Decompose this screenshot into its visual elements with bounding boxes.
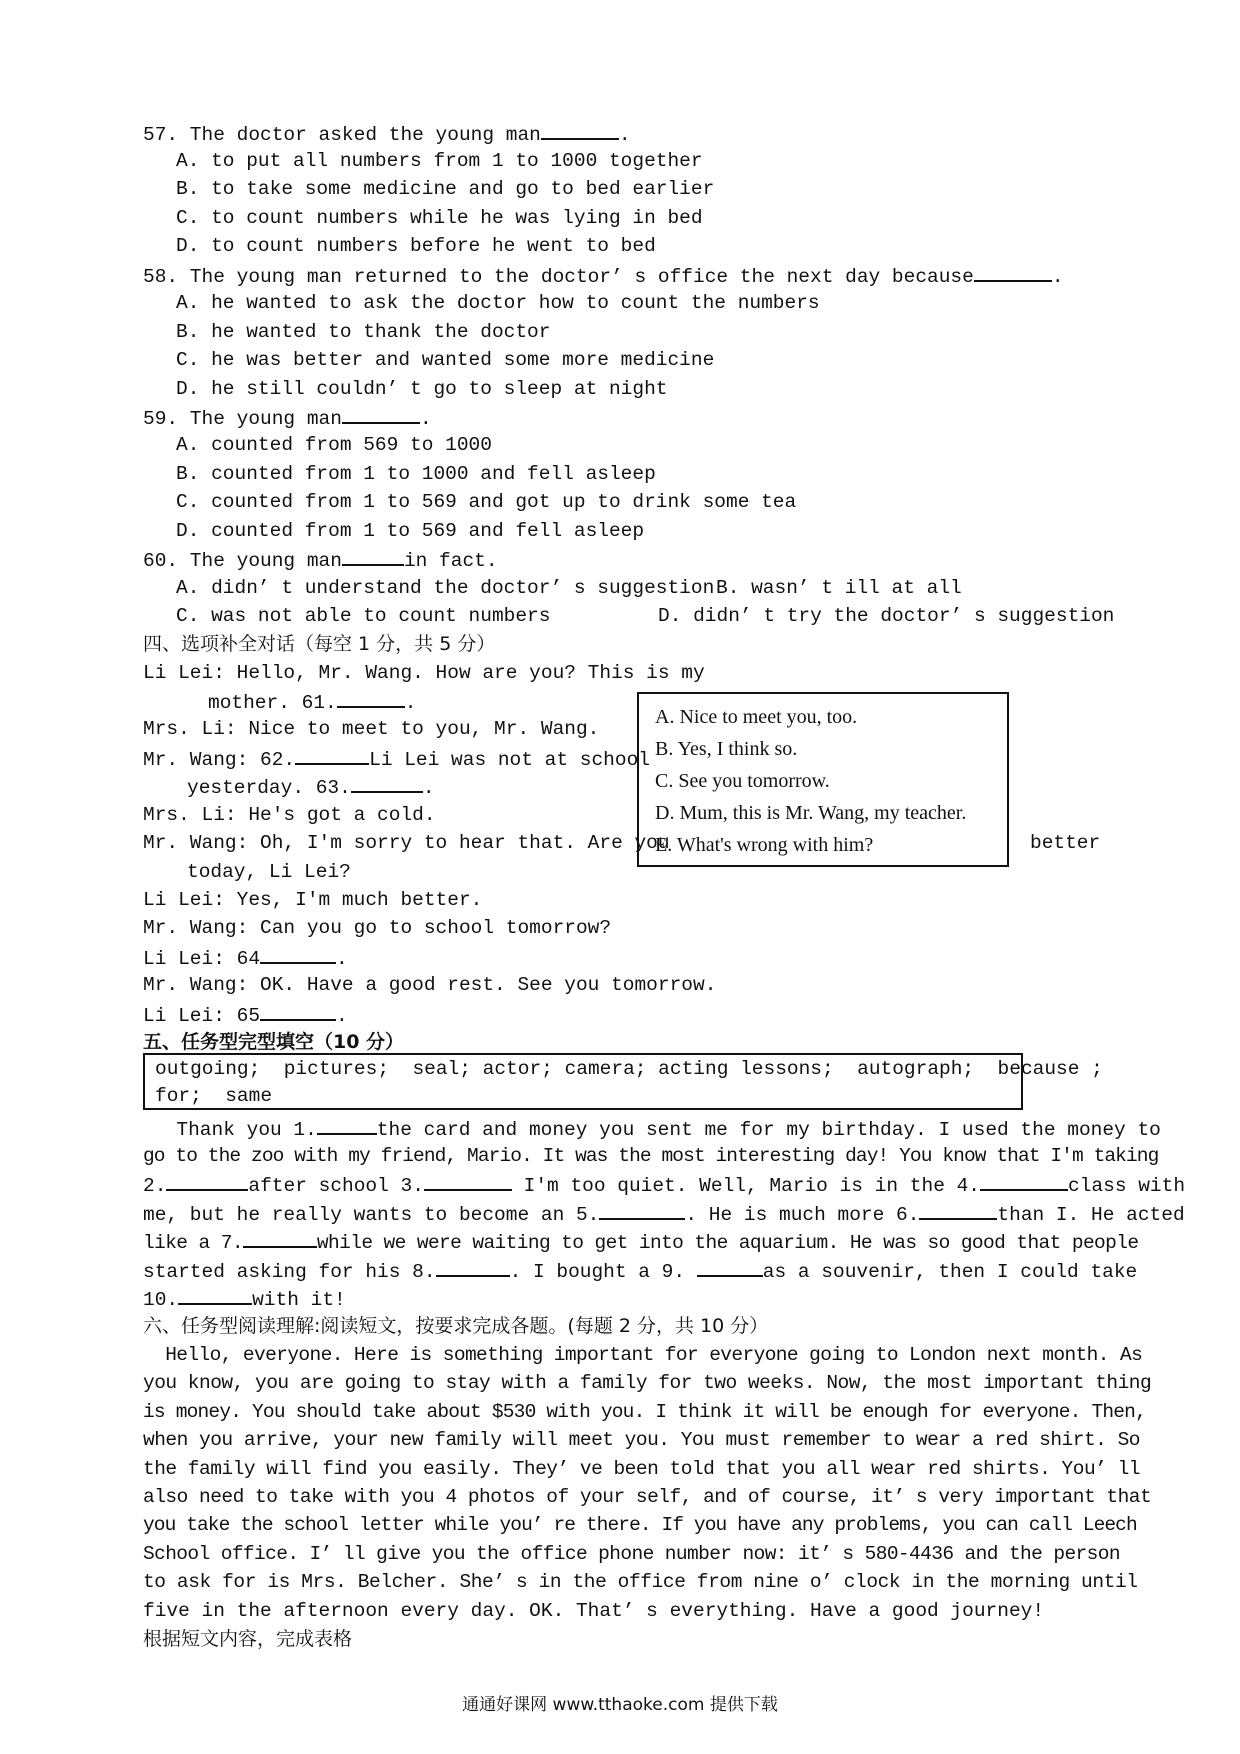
answer-blank: [260, 944, 336, 964]
question-stem: 59. The young man: [143, 408, 342, 430]
section-title: 六、任务型阅读理解:阅读短文，按要求完成各题。(每题 2 分，共 10 分）: [143, 1315, 769, 1337]
question-57: 57. The doctor asked the young man .: [143, 120, 631, 148]
passage-line: when you arrive, your new family will meet you. You must remember to wear a red shirt. So: [143, 1429, 1140, 1451]
passage-line: me, but he really wants to become an 5. . He is much more 6. than I. He acted: [143, 1200, 1185, 1228]
answer-blank: [599, 1200, 685, 1220]
answer-blank: [980, 1171, 1068, 1191]
option: D. counted from 1 to 569 and fell asleep: [176, 520, 645, 542]
answer-blank: [178, 1285, 252, 1305]
answer-blank: [295, 745, 369, 765]
answer-blank: [337, 688, 405, 708]
option: B. to take some medicine and go to bed earlier: [176, 178, 715, 200]
option: D. he still couldn’ t go to sleep at night: [176, 378, 668, 400]
answer-blank: [436, 1257, 510, 1277]
answer-blank: [342, 404, 420, 424]
dialogue-line: Li Lei: 65 .: [143, 1001, 348, 1029]
dialogue-line: better: [1030, 832, 1101, 854]
passage-line: you take the school letter while you’ re there. If you have any problems, you can call Leech: [143, 1514, 1137, 1536]
option: B. counted from 1 to 1000 and fell asleep: [176, 463, 656, 485]
question-stem: 58. The young man returned to the doctor’ s office the next day because: [143, 266, 974, 288]
dialogue-line: Li Lei: 64 .: [143, 944, 348, 972]
word-bank-line: for; same: [155, 1085, 273, 1107]
dialogue-option: A. Nice to meet you, too.: [655, 706, 858, 728]
section-title: 四、选项补全对话（每空 1 分，共 5 分）: [143, 633, 496, 655]
answer-blank: [424, 1171, 512, 1191]
question-stem: 60. The young man: [143, 550, 342, 572]
passage-line: also need to take with you 4 photos of your self, and of course, it’ s very important that: [143, 1486, 1152, 1508]
section-title: 五、任务型完型填空（10 分）: [143, 1031, 405, 1053]
passage-line: the family will find you easily. They’ ve been told that you all wear red shirts. You’ ll: [143, 1458, 1140, 1480]
option: C. was not able to count numbers: [176, 605, 551, 627]
answer-blank: [541, 120, 619, 140]
dialogue-option: D. Mum, this is Mr. Wang, my teacher.: [655, 802, 967, 824]
page-footer: 通通好课网 www.tthaoke.com 提供下载: [462, 1695, 778, 1715]
answer-blank: [342, 546, 404, 566]
dialogue-line: Mrs. Li: He's got a cold.: [143, 804, 436, 826]
answer-blank: [351, 773, 423, 793]
answer-blank: [919, 1200, 997, 1220]
answer-blank: [317, 1115, 377, 1135]
passage-line: go to the zoo with my friend, Mario. It was the most interesting day! You know that I'm taking: [143, 1145, 1159, 1167]
question-stem: 57. The doctor asked the young man: [143, 124, 541, 146]
dialogue-options-box: [637, 692, 1009, 867]
dialogue-line: Mr. Wang: OK. Have a good rest. See you tomorrow.: [143, 974, 717, 996]
answer-blank: [260, 1001, 336, 1021]
passage-line: you know, you are going to stay with a family for two weeks. Now, the most important thing: [143, 1372, 1152, 1394]
question-58: 58. The young man returned to the doctor’ s office the next day because .: [143, 262, 1064, 290]
answer-blank: [697, 1257, 763, 1277]
passage-line: five in the afternoon every day. OK. That’ s everything. Have a good journey!: [143, 1600, 1045, 1622]
dialogue-line: yesterday. 63. .: [187, 773, 435, 801]
option: D. to count numbers before he went to bed: [176, 235, 656, 257]
answer-blank: [166, 1171, 248, 1191]
passage-line: 10. with it!: [143, 1285, 346, 1313]
passage-line: started asking for his 8. . I bought a 9. as a souvenir, then I could take: [143, 1257, 1137, 1285]
dialogue-line: today, Li Lei?: [187, 861, 351, 883]
passage-line: School office. I’ ll give you the office phone number now: it’ s 580-4436 and the person: [143, 1543, 1120, 1565]
instruction-text: 根据短文内容，完成表格: [143, 1628, 353, 1650]
dialogue-line: Mr. Wang: 62. Li Lei was not at school: [143, 745, 650, 773]
answer-blank: [243, 1228, 317, 1248]
option: B. he wanted to thank the doctor: [176, 321, 551, 343]
passage-line: 2. after school 3. I'm too quiet. Well, Mario is in the 4. class with: [143, 1171, 1185, 1199]
option: C. counted from 1 to 569 and got up to drink some tea: [176, 491, 797, 513]
option: A. to put all numbers from 1 to 1000 together: [176, 150, 703, 172]
dialogue-option: B. Yes, I think so.: [655, 738, 798, 760]
dialogue-option: C. See you tomorrow.: [655, 770, 830, 792]
dialogue-line: Mrs. Li: Nice to meet to you, Mr. Wang.: [143, 718, 600, 740]
option: B. wasn’ t ill at all: [716, 577, 962, 599]
word-bank-line: outgoing; pictures; seal; actor; camera; acting lessons; autograph; because ;: [155, 1058, 1103, 1080]
option: D. didn’ t try the doctor’ s suggestion: [658, 605, 1115, 627]
option: C. he was better and wanted some more medicine: [176, 349, 715, 371]
option: A. he wanted to ask the doctor how to count the numbers: [176, 292, 820, 314]
option: C. to count numbers while he was lying in bed: [176, 207, 703, 229]
dialogue-line: Mr. Wang: Oh, I'm sorry to hear that. Are you: [143, 832, 670, 854]
passage-line: Thank you 1. the card and money you sent me for my birthday. I used the money to: [153, 1115, 1161, 1143]
dialogue-line: mother. 61. .: [208, 688, 416, 716]
dialogue-line: Mr. Wang: Can you go to school tomorrow?: [143, 917, 612, 939]
passage-line: is money. You should take about $530 with you. I think it will be enough for everyone. Then,: [143, 1401, 1146, 1423]
option: A. counted from 569 to 1000: [176, 434, 492, 456]
question-59: 59. The young man .: [143, 404, 432, 432]
dialogue-option: E. What's wrong with him?: [655, 834, 874, 856]
passage-line: to ask for is Mrs. Belcher. She’ s in the office from nine o’ clock in the morning until: [143, 1571, 1138, 1593]
word-bank-box: [143, 1053, 1103, 1110]
question-60: 60. The young man in fact.: [143, 546, 498, 574]
dialogue-line: Li Lei: Yes, I'm much better.: [143, 889, 483, 911]
passage-line: Hello, everyone. Here is something important for everyone going to London next month. As: [143, 1344, 1143, 1366]
passage-line: like a 7. while we were waiting to get into the aquarium. He was so good that people: [143, 1228, 1138, 1256]
option: A. didn’ t understand the doctor’ s suggestion: [176, 577, 715, 599]
answer-blank: [974, 262, 1052, 282]
dialogue-line: Li Lei: Hello, Mr. Wang. How are you? This is my: [143, 662, 705, 684]
